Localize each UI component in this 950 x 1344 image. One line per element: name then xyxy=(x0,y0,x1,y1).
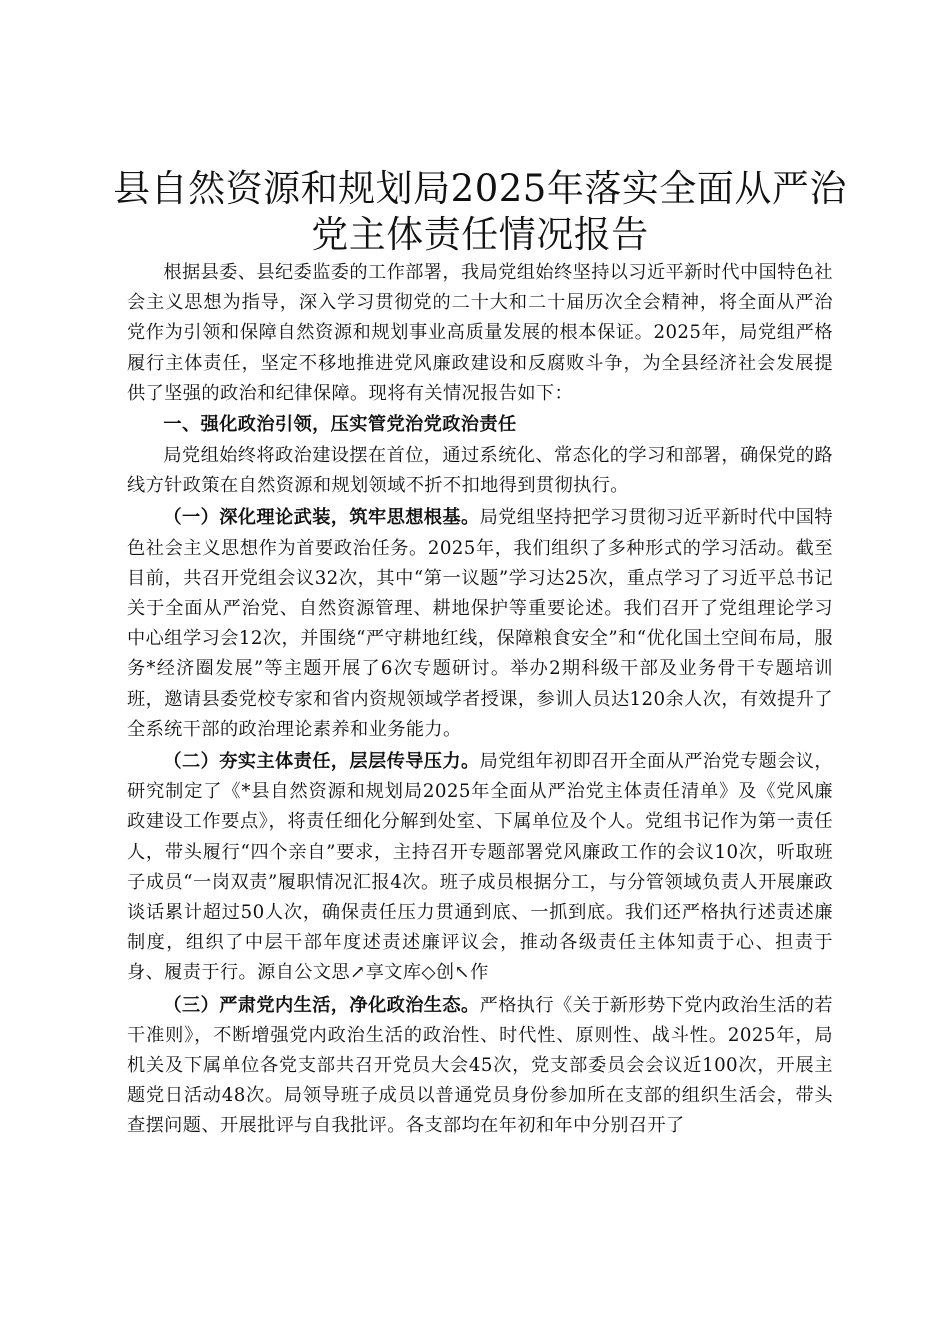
subsection-2-text: 局党组年初即召开全面从严治党专题会议，研究制定了《*县自然资源和规划局2025年全面从严治党主体责任清单》及《党风廉政建设工作要点》，将责任细化分解到处室、下属单位及个人。党组书记作为第一责任人，带头履行“四个亲自”要求，主持召开专题部署党风廉政工作的会议10次，听取班子成员“一岗双责”履职情况汇报4次。班子成员根据分工，与分管领域负责人开展廉政谈话累计超过50人次，确保责任压力贯通到底、一抓到底。我们还严格执行述责述廉制度，组织了中层干部年度述责述廉评议会，推动各级责任主体知责于心、担责于身、履责于行。源自公文思↗享文库◇创↖作 xyxy=(127,751,833,984)
subsection-3-paragraph xyxy=(127,991,833,1142)
title-line-2: 党主体责任情况报告 xyxy=(311,213,649,256)
subsection-1-text: 局党组坚持把学习贯彻习近平新时代中国特色社会主义思想作为首要政治任务。2025年，我们组织了多种形式的学习活动。截至目前，共召开党组会议32次，其中“第一议题”学习达25次，重点学习了习近平总书记关于全面从严治党、自然资源管理、耕地保护等重要论述。我们召开了党组理论学习中心组学习会12次，并围绕“严守耕地红线，保障粮食安全”和“优化国土空间布局，服务*经济圈发展”等主题开展了6次专题研讨。举办2期科级干部及业务骨干专题培训班，邀请县委党校专家和省内资规领域学者授课，参训人员达120余人次，有效提升了全系统干部的政治理论素养和业务能力。 xyxy=(127,507,833,740)
subsection-3-lead: （三）严肃党内生活，净化政治生态。 xyxy=(163,994,480,1016)
subsection-1-paragraph xyxy=(127,503,833,745)
subsection-2-lead: （二）夯实主体责任，层层传导压力。 xyxy=(163,751,480,773)
subsection-1-lead: （一）深化理论武装，筑牢思想根基。 xyxy=(163,507,480,529)
section-1-intro-paragraph: 局党组始终将政治建设摆在首位，通过系统化、常态化的学习和部署，确保党的路线方针政策在自然资源和规划领域不折不扣地得到贯彻执行。 xyxy=(127,445,833,497)
title-line-1: 县自然资源和规划局2025年落实全面从严治 xyxy=(113,167,847,210)
document-body xyxy=(113,166,847,1142)
subsection-2-paragraph xyxy=(127,747,833,989)
section-1-heading: 一、强化政治引领，压实管党治党政治责任 xyxy=(163,414,517,436)
intro-paragraph: 根据县委、县纪委监委的工作部署，我局党组始终坚持以习近平新时代中国特色社会主义思想为指导，深入学习贯彻党的二十大和二十届历次全会精神，将全面从严治党作为引领和保障自然资源和规划事业高质量发展的根本保证。2025年，局党组严格履行主体责任，坚定不移地推进党风廉政建设和反腐败斗争，为全县经济社会发展提供了坚强的政治和纪律保障。现将有关情况报告如下： xyxy=(127,262,833,404)
subsection-3-text: 严格执行《关于新形势下党内政治生活的若干准则》，不断增强党内政治生活的政治性、时代性、原则性、战斗性。2025年，局机关及下属单位各党支部共召开党员大会45次，党支部委员会会议近100次，开展主题党日活动48次。局领导班子成员以普通党员身份参加所在支部的组织生活会，带头查摆问题、开展批评与自我批评。各支部均在年初和年中分别召开了 xyxy=(127,994,833,1137)
document-title xyxy=(113,166,847,258)
